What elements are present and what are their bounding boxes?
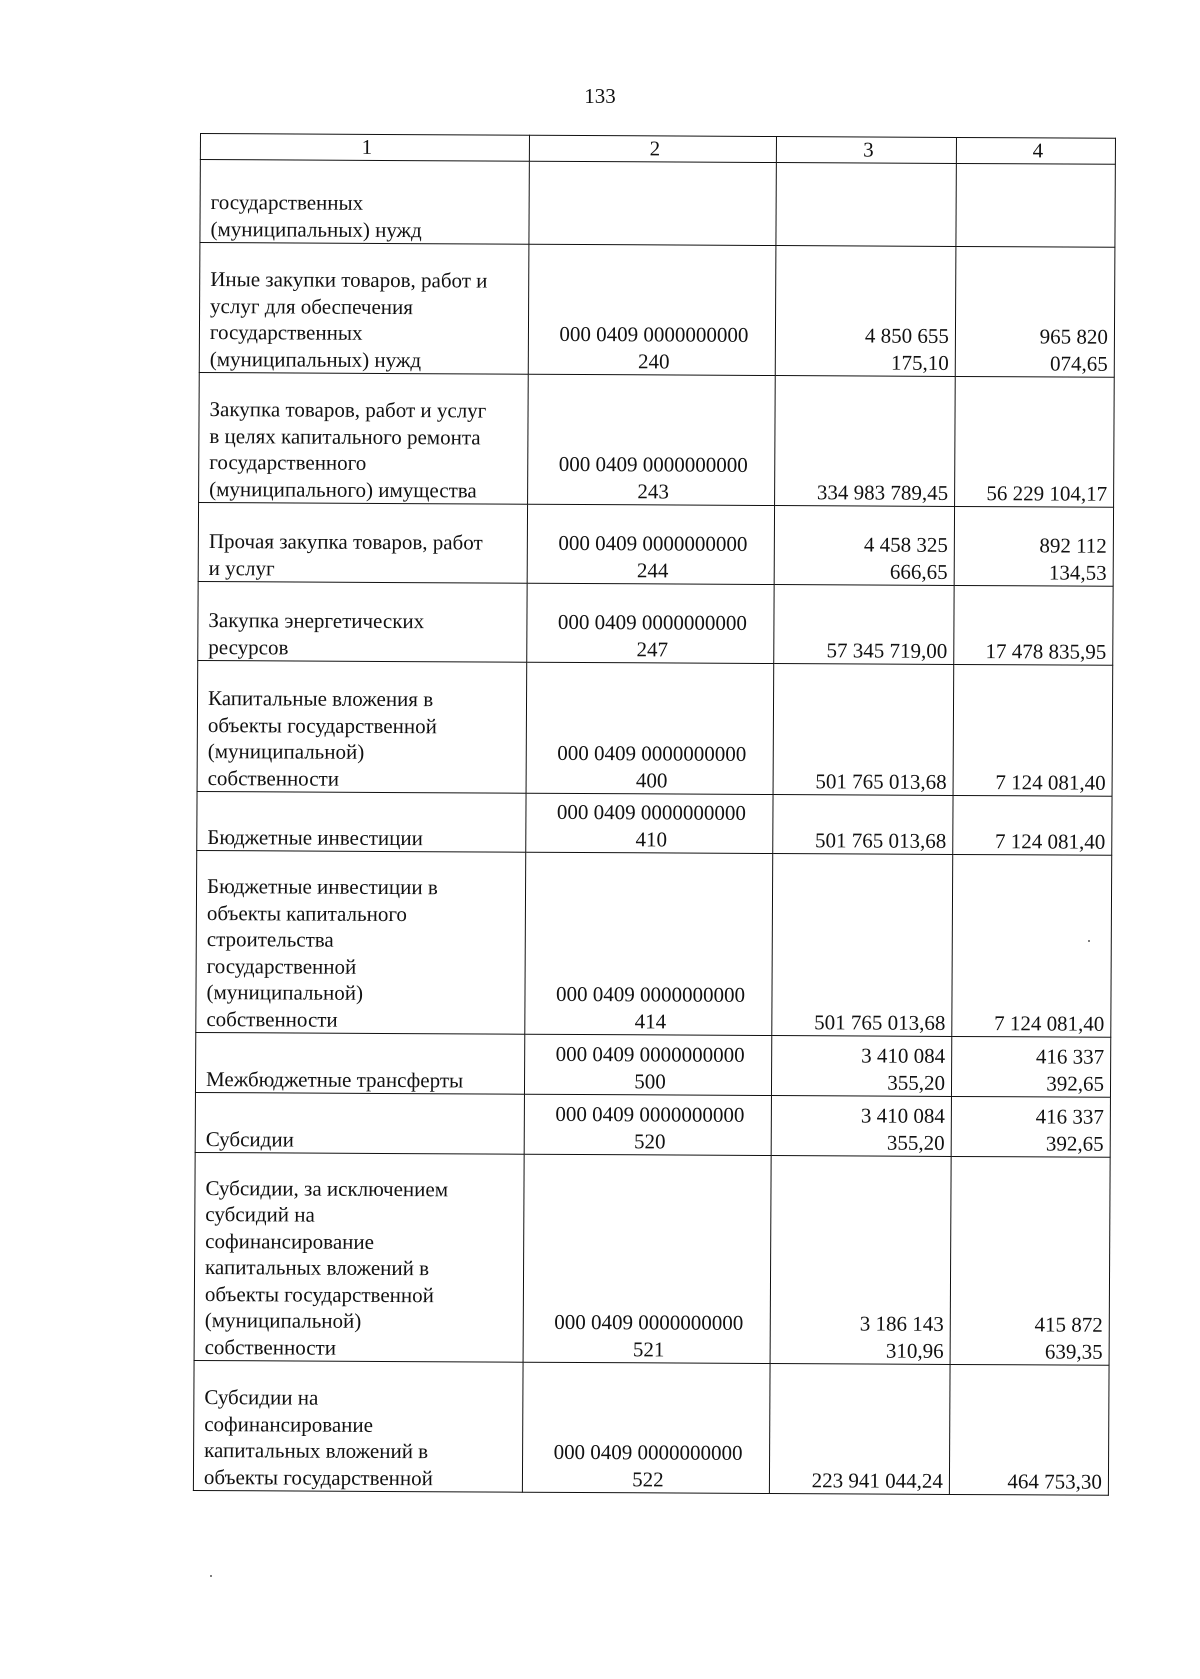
row-sum-executed [956, 163, 1115, 247]
column-header-3: 3 [776, 137, 956, 164]
row-sum-approved: 223 941 044,24 [769, 1364, 950, 1495]
row-sum-approved: 501 765 013,68 [773, 664, 954, 796]
row-code: 000 0409 0000000000 414 [525, 852, 773, 1035]
table-row [197, 660, 1113, 796]
row-sum-executed: 17 478 835,95 [954, 585, 1113, 665]
row-code: 000 0409 0000000000 520 [524, 1094, 771, 1155]
row-code: 000 0409 0000000000 521 [523, 1154, 771, 1363]
table-row [197, 791, 1112, 855]
row-sum-executed: 7 124 081,40 [953, 664, 1113, 796]
row-name: Закупка товаров, работ и услуг в целях капитального ремонта государственного (муниципального) имущества [199, 372, 529, 504]
table-row [195, 1032, 1110, 1097]
row-code: 000 0409 0000000000 400 [526, 662, 774, 794]
page-number: 133 [584, 84, 616, 108]
table-row [198, 502, 1113, 586]
table-row [196, 850, 1112, 1037]
row-sum-approved: 4 458 325 666,65 [774, 506, 954, 586]
row-sum-executed: 416 337 392,65 [951, 1096, 1110, 1157]
row-name: Субсидии на софинансирование капитальных вложений в объекты государственной [193, 1360, 523, 1492]
table-row [200, 160, 1115, 248]
column-header-4: 4 [956, 137, 1115, 164]
scan-speck [210, 1575, 212, 1577]
budget-table [193, 133, 1116, 1496]
row-code: 000 0409 0000000000 244 [527, 504, 774, 584]
row-sum-executed: 56 229 104,17 [955, 376, 1115, 507]
column-header-2: 2 [529, 135, 776, 162]
row-name: Капитальные вложения в объекты государственной (муниципальной) собственности [197, 660, 527, 793]
row-sum-executed: 7 124 081,40 [953, 795, 1112, 855]
row-name: государственных (муниципальных) нужд [200, 160, 529, 245]
table-row [199, 243, 1115, 378]
column-header-1: 1 [200, 134, 529, 162]
row-sum-approved: 501 765 013,68 [773, 795, 953, 855]
row-sum-executed: 7 124 081,40 [952, 854, 1112, 1037]
table-row [198, 581, 1113, 665]
row-code: 000 0409 0000000000 247 [527, 583, 774, 663]
row-sum-executed: 464 753,30 [949, 1364, 1109, 1495]
row-sum-executed: 415 872 639,35 [950, 1156, 1110, 1365]
scan-speck [1088, 940, 1090, 942]
row-name: Бюджетные инвестиции [197, 791, 526, 852]
table-row [195, 1092, 1110, 1157]
row-name: Субсидии, за исключением субсидий на софинансирование капитальных вложений в объекты государственной (муниципальной) собственности [194, 1152, 524, 1362]
row-sum-approved: 334 983 789,45 [775, 376, 956, 507]
row-sum-approved: 57 345 719,00 [774, 585, 954, 665]
row-sum-approved: 3 186 143 310,96 [770, 1156, 951, 1365]
row-sum-executed: 965 820 074,65 [955, 246, 1115, 377]
row-code: 000 0409 0000000000 500 [524, 1034, 771, 1095]
row-code: 000 0409 0000000000 522 [522, 1362, 770, 1493]
row-sum-approved [776, 163, 956, 247]
row-code: 000 0409 0000000000 240 [528, 244, 776, 375]
row-name: Иные закупки товаров, работ и услуг для обеспечения государственных (муниципальных) нужд [199, 243, 529, 375]
row-sum-approved: 501 765 013,68 [772, 854, 953, 1037]
row-name: Бюджетные инвестиции в объекты капитального строительства государственной (муниципальной) собственности [196, 850, 526, 1034]
table-row [194, 1152, 1110, 1365]
row-sum-approved: 3 410 084 355,20 [771, 1096, 951, 1157]
row-sum-executed: 892 112 134,53 [954, 506, 1113, 586]
row-sum-approved: 4 850 655 175,10 [775, 246, 956, 377]
row-name: Прочая закупка товаров, работ и услуг [198, 502, 527, 583]
row-code [529, 161, 776, 245]
row-name: Закупка энергетических ресурсов [198, 581, 527, 662]
row-name: Субсидии [195, 1092, 524, 1154]
table-row [199, 372, 1115, 507]
row-name: Межбюджетные трансферты [195, 1032, 524, 1094]
row-code: 000 0409 0000000000 410 [526, 793, 773, 853]
table-row [193, 1360, 1109, 1495]
row-code: 000 0409 0000000000 243 [528, 374, 776, 505]
row-sum-executed: 416 337 392,65 [951, 1036, 1110, 1097]
row-sum-approved: 3 410 084 355,20 [771, 1036, 951, 1097]
